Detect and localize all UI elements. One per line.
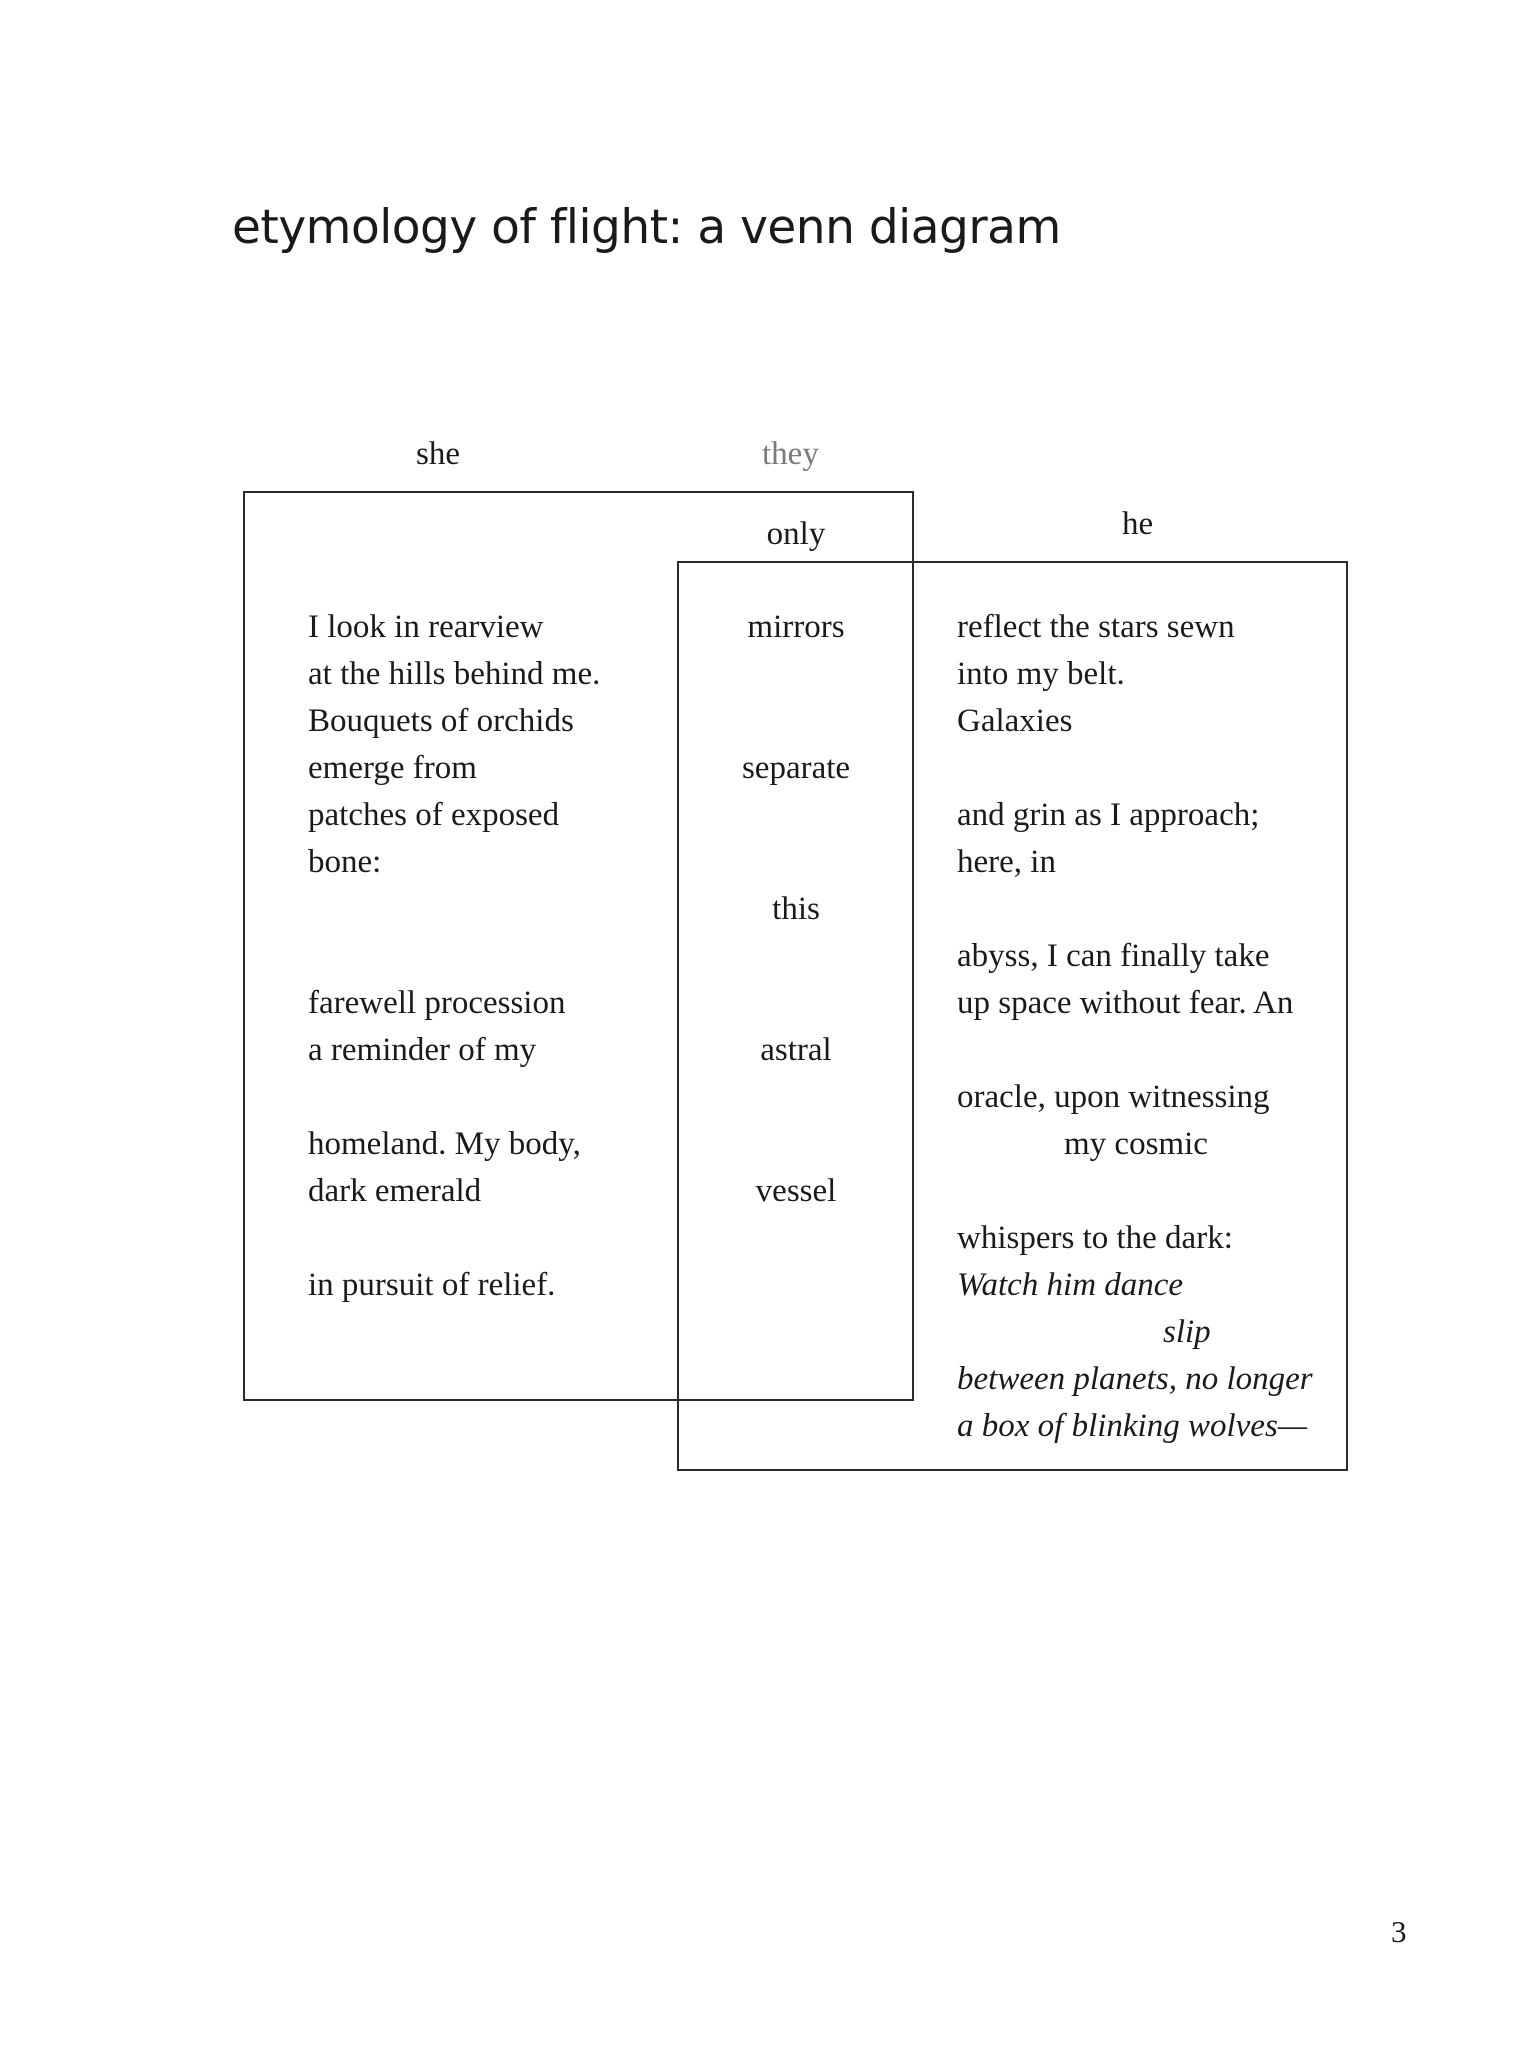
she-line: Bouquets of orchids [308, 703, 574, 739]
poem-title: etymology of flight: a venn diagram [232, 200, 1061, 255]
page-number: 3 [1391, 1914, 1407, 1949]
she-line: at the hills behind me. [308, 656, 601, 692]
he-line: up space without fear. An [957, 985, 1294, 1021]
she-line: patches of exposed [308, 797, 560, 833]
he-line: Galaxies [957, 703, 1073, 739]
they-word: astral [760, 1032, 832, 1068]
he-line: reflect the stars sewn [957, 609, 1235, 645]
she-line: bone: [308, 844, 382, 880]
label-she: she [416, 436, 460, 472]
she-line: a reminder of my [308, 1032, 537, 1068]
they-word: this [772, 891, 820, 927]
he-line: whispers to the dark: [957, 1220, 1233, 1256]
he-line: oracle, upon witnessing [957, 1079, 1270, 1115]
he-line: my cosmic [1064, 1126, 1208, 1162]
he-line-italic: between planets, no longer [957, 1361, 1313, 1397]
she-line: I look in rearview [308, 609, 544, 645]
she-line: farewell procession [308, 985, 566, 1021]
he-line-italic: Watch him dance [957, 1267, 1184, 1303]
she-line: in pursuit of relief. [308, 1267, 556, 1303]
they-word: vessel [755, 1173, 837, 1209]
he-line-italic: a box of blinking wolves— [957, 1408, 1308, 1444]
they-word: separate [741, 750, 851, 786]
label-they: they [762, 436, 819, 472]
he-line: into my belt. [957, 656, 1125, 692]
she-line: homeland. My body, [308, 1126, 581, 1162]
label-he: he [1122, 506, 1154, 542]
he-line: abyss, I can finally take [957, 938, 1270, 974]
they-word: only [766, 516, 826, 552]
he-line: and grin as I approach; [957, 797, 1260, 833]
he-line-italic: slip [1163, 1314, 1211, 1350]
she-line: emerge from [308, 750, 477, 786]
he-line: here, in [957, 844, 1056, 880]
they-word: mirrors [747, 609, 845, 645]
she-line: dark emerald [308, 1173, 482, 1209]
